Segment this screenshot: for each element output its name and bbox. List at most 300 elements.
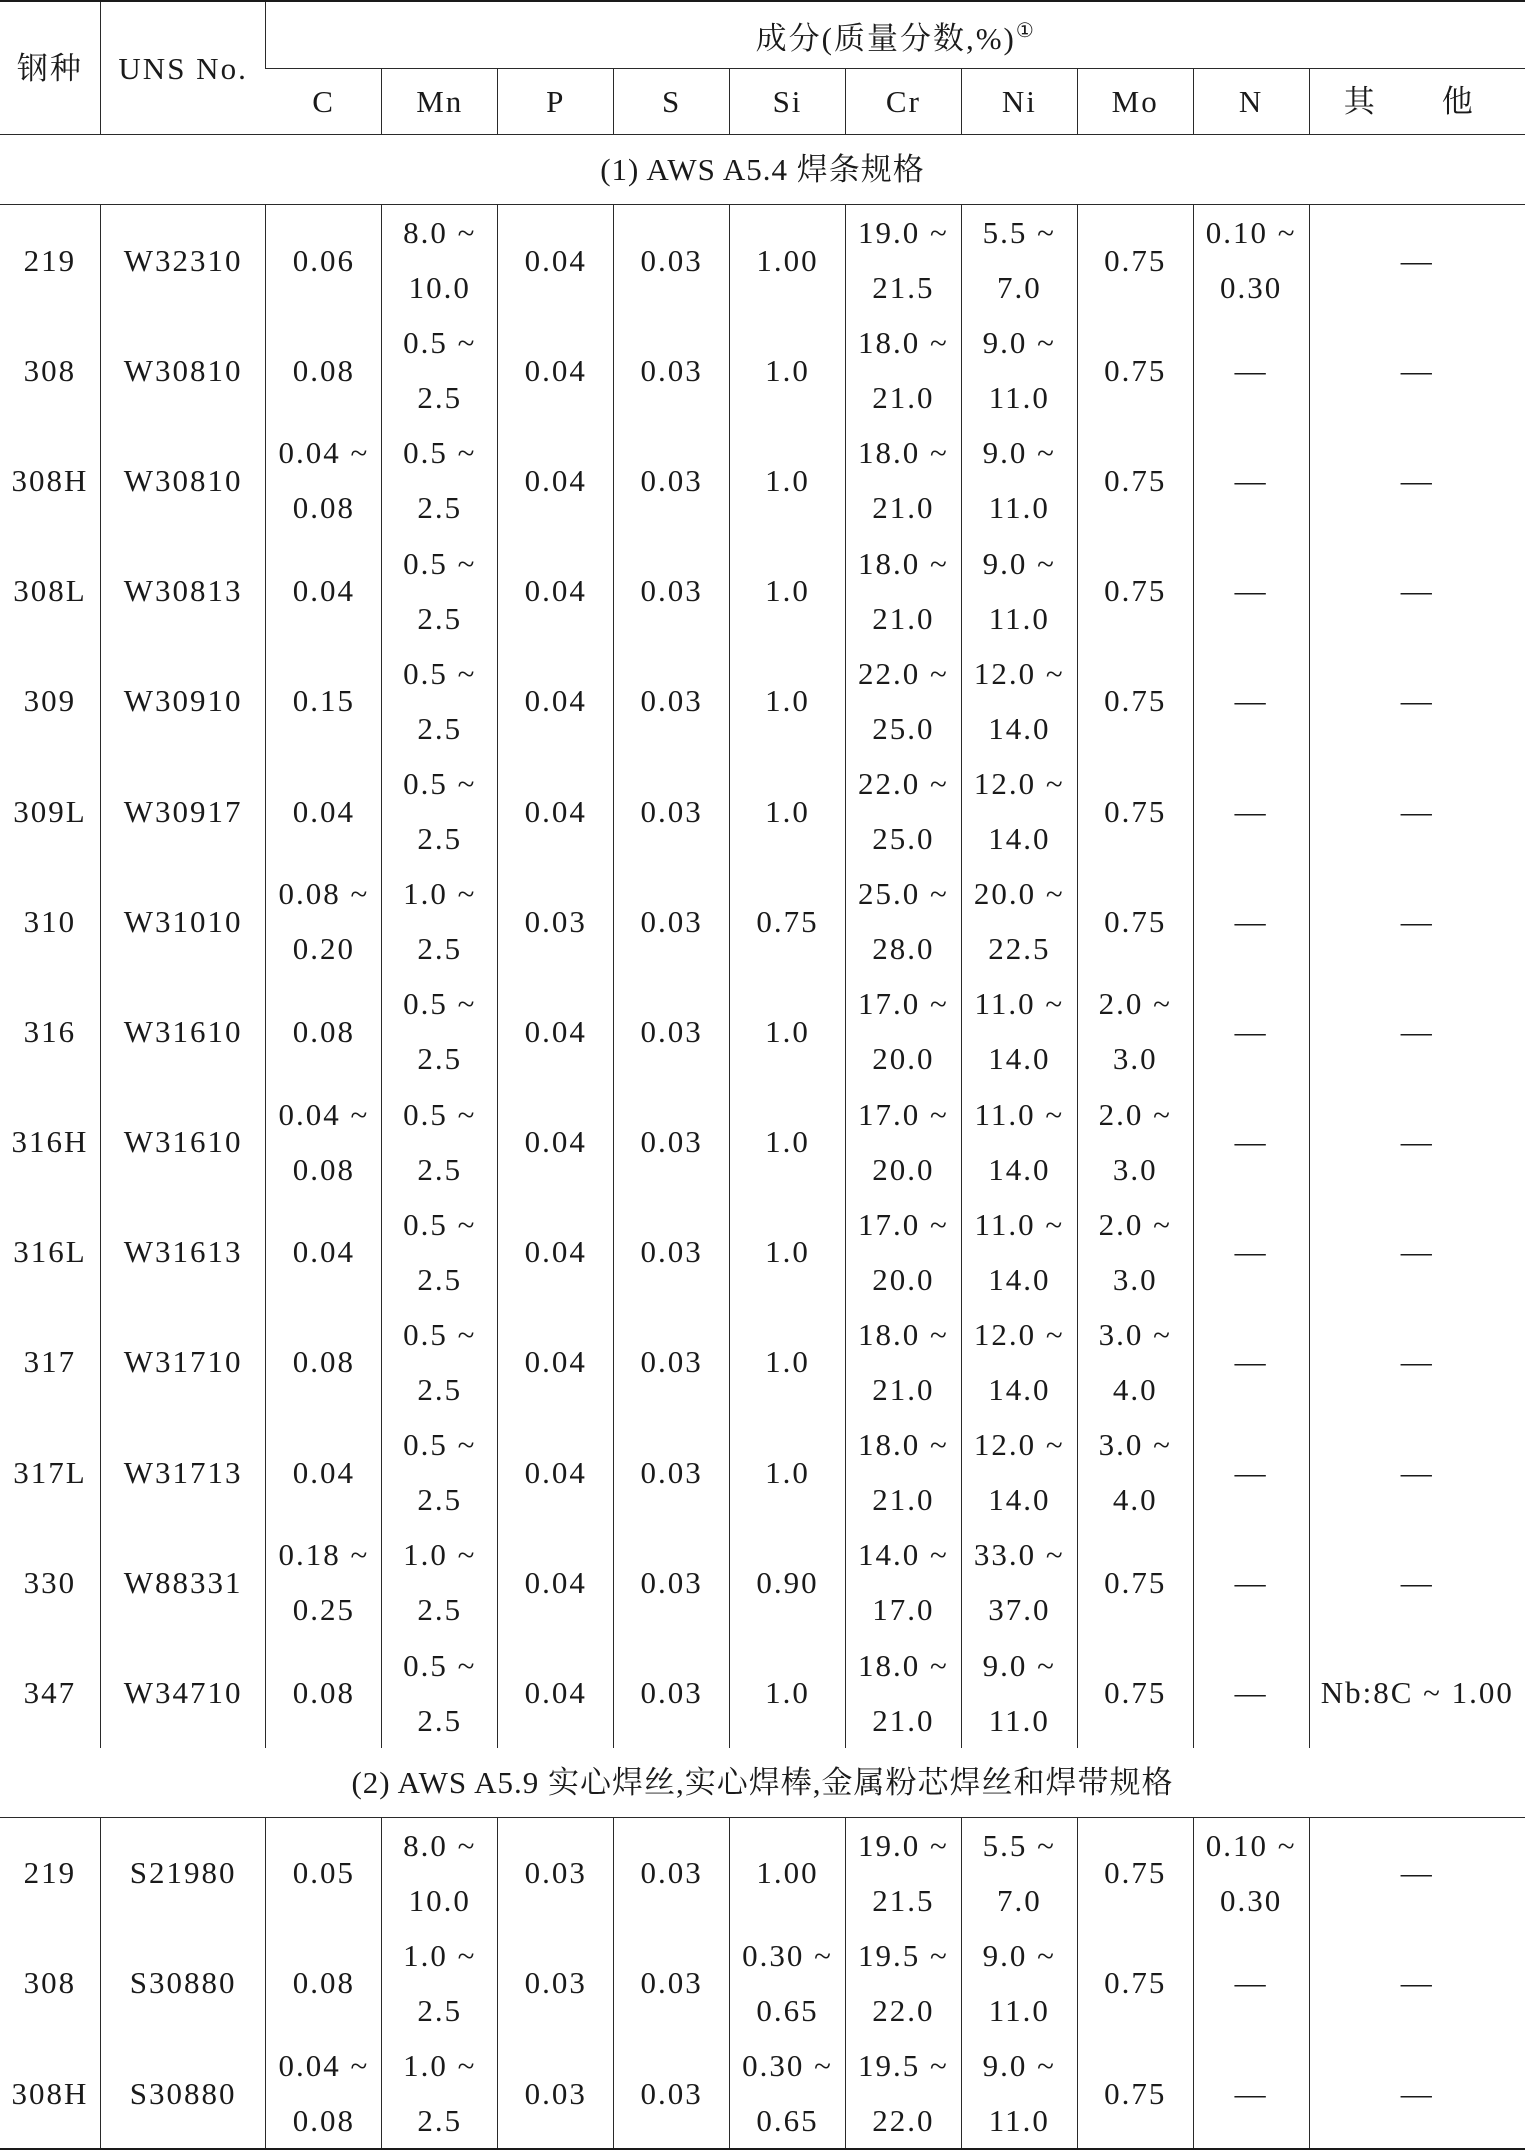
cell-line: 0.5 ~ bbox=[403, 545, 477, 581]
table-cell bbox=[0, 315, 100, 425]
cell-line: 0.06 bbox=[292, 242, 355, 278]
cell-line: 9.0 ~ bbox=[982, 325, 1056, 361]
table-cell bbox=[498, 1817, 614, 1928]
element-header-1: Mn bbox=[382, 69, 498, 135]
table-cell bbox=[845, 315, 961, 425]
table-cell bbox=[0, 205, 100, 316]
table-row bbox=[0, 976, 1525, 1086]
table-cell bbox=[0, 1417, 100, 1527]
cell-line: — bbox=[1400, 683, 1434, 719]
table-cell bbox=[382, 1928, 498, 2038]
table-cell bbox=[1077, 1637, 1193, 1747]
table-cell bbox=[100, 315, 266, 425]
cell-line: 1.0 ~ bbox=[403, 1937, 477, 1973]
cell-line: 0.18 ~ bbox=[278, 1537, 370, 1573]
cell-line: 11.0 bbox=[988, 490, 1050, 526]
cell-line: — bbox=[1400, 903, 1434, 939]
table-cell bbox=[730, 1637, 846, 1747]
table-cell bbox=[100, 646, 266, 756]
table-cell bbox=[1309, 1817, 1525, 1928]
table-cell bbox=[266, 1087, 382, 1197]
cell-line: 0.03 bbox=[640, 1344, 703, 1380]
cell-line: 0.03 bbox=[640, 1965, 703, 2001]
table-cell bbox=[1193, 536, 1309, 646]
cell-line: 7.0 bbox=[996, 1882, 1042, 1918]
table-row bbox=[0, 1197, 1525, 1307]
table-cell bbox=[614, 425, 730, 535]
cell-line: 1.0 ~ bbox=[403, 1537, 477, 1573]
table-cell bbox=[730, 1928, 846, 2038]
cell-line: 0.04 bbox=[292, 573, 355, 609]
cell-line: W31610 bbox=[123, 1124, 243, 1160]
table-cell bbox=[382, 976, 498, 1086]
table-cell bbox=[961, 315, 1077, 425]
cell-line: 0.03 bbox=[524, 1855, 587, 1891]
table-cell bbox=[382, 205, 498, 316]
table-cell bbox=[1077, 205, 1193, 316]
cell-line: 0.5 ~ bbox=[403, 1206, 477, 1242]
cell-line: W30813 bbox=[123, 573, 243, 609]
cell-line: 0.5 ~ bbox=[403, 1647, 477, 1683]
section-title-row bbox=[0, 1748, 1525, 1818]
table-cell bbox=[100, 205, 266, 316]
cell-line: 316 bbox=[23, 1013, 77, 1049]
cell-line: 0.08 bbox=[292, 1344, 355, 1380]
table-cell bbox=[100, 1307, 266, 1417]
cell-line: 8.0 ~ bbox=[403, 1827, 477, 1863]
table-cell bbox=[0, 1928, 100, 2038]
cell-line: 0.75 bbox=[1104, 793, 1167, 829]
table-cell bbox=[1077, 976, 1193, 1086]
cell-line: 18.0 ~ bbox=[858, 1647, 949, 1683]
section-title: (1) AWS A5.4 焊条规格 bbox=[0, 135, 1525, 205]
cell-line: 20.0 bbox=[872, 1151, 935, 1187]
cell-line: 2.5 bbox=[417, 821, 463, 857]
cell-line: 2.5 bbox=[417, 710, 463, 746]
cell-line: 1.0 bbox=[765, 1454, 810, 1490]
cell-line: 0.5 ~ bbox=[403, 1427, 477, 1463]
cell-line: 21.0 bbox=[872, 1702, 935, 1738]
table-cell bbox=[1077, 866, 1193, 976]
cell-line: 14.0 bbox=[988, 1151, 1051, 1187]
cell-line: 0.03 bbox=[640, 1675, 703, 1711]
cell-line: 2.5 bbox=[417, 1151, 463, 1187]
table-cell bbox=[1309, 205, 1525, 316]
cell-line: — bbox=[1400, 2075, 1434, 2111]
cell-line: 0.75 bbox=[1104, 242, 1167, 278]
cell-line: 0.30 ~ bbox=[742, 2048, 833, 2084]
table-cell bbox=[1193, 1527, 1309, 1637]
cell-line: 21.0 bbox=[872, 1371, 935, 1407]
table-cell bbox=[1309, 1417, 1525, 1527]
table-cell bbox=[1077, 536, 1193, 646]
table-cell bbox=[1077, 1817, 1193, 1928]
cell-line: 0.03 bbox=[640, 2075, 703, 2111]
cell-line: 3.0 ~ bbox=[1098, 1427, 1172, 1463]
table-cell bbox=[498, 425, 614, 535]
cell-line: 14.0 bbox=[988, 1482, 1051, 1518]
cell-line: 2.5 bbox=[417, 490, 463, 526]
cell-line: 2.5 bbox=[417, 1482, 463, 1518]
cell-line: 0.15 bbox=[292, 683, 355, 719]
cell-line: 5.5 ~ bbox=[982, 215, 1056, 251]
cell-line: — bbox=[1234, 1124, 1268, 1160]
table-cell bbox=[1193, 315, 1309, 425]
cell-line: 0.04 bbox=[524, 462, 587, 498]
cell-line: 3.0 bbox=[1112, 1261, 1158, 1297]
cell-line: 0.04 bbox=[524, 793, 587, 829]
cell-line: 219 bbox=[23, 1855, 77, 1891]
cell-line: 14.0 bbox=[988, 821, 1051, 857]
table-cell bbox=[1309, 1928, 1525, 2038]
table-cell bbox=[1193, 756, 1309, 866]
cell-line: 0.04 ~ bbox=[278, 435, 370, 471]
table-cell bbox=[961, 2038, 1077, 2149]
table-cell bbox=[845, 866, 961, 976]
table-cell bbox=[1309, 1527, 1525, 1637]
table-cell bbox=[0, 1637, 100, 1747]
table-row bbox=[0, 646, 1525, 756]
cell-line: 4.0 bbox=[1112, 1371, 1158, 1407]
cell-line: 18.0 ~ bbox=[858, 1316, 949, 1352]
table-cell bbox=[100, 1817, 266, 1928]
table-cell bbox=[0, 756, 100, 866]
table-cell bbox=[1309, 2038, 1525, 2149]
cell-line: 1.0 bbox=[765, 1675, 810, 1711]
cell-line: 1.00 bbox=[756, 242, 819, 278]
cell-line: 0.10 ~ bbox=[1205, 1827, 1297, 1863]
table-cell bbox=[266, 315, 382, 425]
table-cell bbox=[0, 2038, 100, 2149]
table-cell bbox=[498, 1928, 614, 2038]
table-cell bbox=[100, 2038, 266, 2149]
table-cell bbox=[1193, 1928, 1309, 2038]
table-cell bbox=[961, 1928, 1077, 2038]
cell-line: 21.5 bbox=[872, 1882, 935, 1918]
cell-line: 14.0 bbox=[988, 1371, 1051, 1407]
cell-line: 219 bbox=[23, 242, 77, 278]
table-cell bbox=[498, 1307, 614, 1417]
table-cell bbox=[100, 1637, 266, 1747]
cell-line: 21.5 bbox=[872, 270, 935, 306]
cell-line: 0.08 bbox=[292, 352, 355, 388]
cell-line: 0.03 bbox=[640, 793, 703, 829]
table-cell bbox=[382, 1307, 498, 1417]
cell-line: 0.04 bbox=[524, 1234, 587, 1270]
cell-line: 0.03 bbox=[524, 1965, 587, 2001]
cell-line: — bbox=[1234, 1675, 1268, 1711]
cell-line: 0.03 bbox=[640, 1454, 703, 1490]
cell-line: 0.03 bbox=[640, 683, 703, 719]
table-cell bbox=[614, 976, 730, 1086]
table-cell bbox=[1077, 1527, 1193, 1637]
cell-line: 2.5 bbox=[417, 600, 463, 636]
table-cell bbox=[1077, 1087, 1193, 1197]
cell-line: 0.03 bbox=[640, 1855, 703, 1891]
cell-line: — bbox=[1400, 573, 1434, 609]
cell-line: W31610 bbox=[123, 1013, 243, 1049]
cell-line: 0.65 bbox=[756, 2103, 819, 2139]
composition-header-label: 成分(质量分数,%) bbox=[755, 21, 1016, 56]
table-row bbox=[0, 425, 1525, 535]
cell-line: 0.75 bbox=[1104, 903, 1167, 939]
cell-line: 3.0 bbox=[1112, 1041, 1158, 1077]
cell-line: 9.0 ~ bbox=[982, 1937, 1056, 1973]
cell-line: 0.75 bbox=[1104, 1855, 1167, 1891]
cell-line: — bbox=[1234, 462, 1268, 498]
table-cell bbox=[961, 756, 1077, 866]
table-cell bbox=[100, 1417, 266, 1527]
cell-line: — bbox=[1400, 242, 1434, 278]
cell-line: 25.0 bbox=[872, 821, 935, 857]
cell-line: 0.10 ~ bbox=[1205, 215, 1297, 251]
table-cell bbox=[0, 1197, 100, 1307]
table-cell bbox=[614, 2038, 730, 2149]
table-cell bbox=[845, 536, 961, 646]
table-cell bbox=[845, 1928, 961, 2038]
cell-line: 0.04 bbox=[524, 242, 587, 278]
cell-line: W34710 bbox=[123, 1675, 243, 1711]
cell-line: 0.08 ~ bbox=[278, 876, 370, 912]
table-cell bbox=[614, 315, 730, 425]
table-row bbox=[0, 1527, 1525, 1637]
cell-line: 21.0 bbox=[872, 490, 935, 526]
cell-line: 2.0 ~ bbox=[1098, 986, 1172, 1022]
cell-line: 0.03 bbox=[640, 1564, 703, 1600]
cell-line: 22.0 ~ bbox=[858, 655, 949, 691]
table-cell bbox=[614, 1527, 730, 1637]
cell-line: — bbox=[1400, 1564, 1434, 1600]
table-row bbox=[0, 1087, 1525, 1197]
table-row bbox=[0, 1817, 1525, 1928]
cell-line: 12.0 ~ bbox=[973, 1427, 1065, 1463]
table-cell bbox=[730, 1817, 846, 1928]
cell-line: 18.0 ~ bbox=[858, 325, 949, 361]
cell-line: 308H bbox=[11, 2075, 89, 2111]
table-cell bbox=[845, 425, 961, 535]
table-cell bbox=[730, 205, 846, 316]
cell-line: 20.0 bbox=[872, 1041, 935, 1077]
table-cell bbox=[845, 205, 961, 316]
cell-line: 2.5 bbox=[417, 931, 463, 967]
cell-line: 308H bbox=[11, 462, 89, 498]
element-header-9: 其 他 bbox=[1309, 69, 1525, 135]
table-cell bbox=[382, 1527, 498, 1637]
table-cell bbox=[845, 976, 961, 1086]
cell-line: 0.03 bbox=[640, 1124, 703, 1160]
cell-line: 22.0 bbox=[872, 2103, 935, 2139]
cell-line: — bbox=[1400, 1965, 1434, 2001]
section-title-row bbox=[0, 135, 1525, 205]
table-cell bbox=[1309, 646, 1525, 756]
table-cell bbox=[614, 646, 730, 756]
cell-line: 1.00 bbox=[756, 1855, 819, 1891]
cell-line: 17.0 ~ bbox=[858, 986, 949, 1022]
table-cell bbox=[382, 536, 498, 646]
table-cell bbox=[100, 1197, 266, 1307]
cell-line: 14.0 ~ bbox=[858, 1537, 949, 1573]
cell-line: 316H bbox=[11, 1124, 89, 1160]
footnote-marker: ① bbox=[1015, 20, 1036, 42]
cell-line: — bbox=[1400, 1234, 1434, 1270]
cell-line: 0.5 ~ bbox=[403, 766, 477, 802]
table-cell bbox=[845, 1817, 961, 1928]
table-cell bbox=[961, 205, 1077, 316]
cell-line: 0.03 bbox=[640, 573, 703, 609]
element-header-3: S bbox=[614, 69, 730, 135]
cell-line: 309 bbox=[23, 683, 77, 719]
cell-line: 0.04 ~ bbox=[278, 2048, 370, 2084]
cell-line: 20.0 ~ bbox=[973, 876, 1065, 912]
cell-line: 28.0 bbox=[872, 931, 935, 967]
cell-line: — bbox=[1400, 462, 1434, 498]
table-cell bbox=[266, 1197, 382, 1307]
cell-line: 8.0 ~ bbox=[403, 215, 477, 251]
cell-line: — bbox=[1400, 352, 1434, 388]
cell-line: 9.0 ~ bbox=[982, 2048, 1056, 2084]
table-cell bbox=[266, 866, 382, 976]
table-cell bbox=[1077, 646, 1193, 756]
cell-line: — bbox=[1400, 793, 1434, 829]
table-cell bbox=[730, 1087, 846, 1197]
table-cell bbox=[730, 536, 846, 646]
table-cell bbox=[614, 1307, 730, 1417]
cell-line: 0.03 bbox=[640, 242, 703, 278]
table-cell bbox=[614, 756, 730, 866]
cell-line: 0.03 bbox=[640, 903, 703, 939]
cell-line: 1.0 bbox=[765, 1344, 810, 1380]
table-row bbox=[0, 1637, 1525, 1747]
table-cell bbox=[1193, 1197, 1309, 1307]
cell-line: 0.03 bbox=[640, 462, 703, 498]
cell-line: 0.30 ~ bbox=[742, 1937, 833, 1973]
cell-line: 3.0 bbox=[1112, 1151, 1158, 1187]
cell-line: 3.0 ~ bbox=[1098, 1316, 1172, 1352]
cell-line: 0.08 bbox=[292, 490, 355, 526]
table-cell bbox=[730, 866, 846, 976]
cell-line: — bbox=[1400, 1013, 1434, 1049]
cell-line: 0.08 bbox=[292, 2103, 355, 2139]
table-cell bbox=[961, 1637, 1077, 1747]
cell-line: 308 bbox=[23, 1965, 77, 2001]
cell-line: 17.0 ~ bbox=[858, 1206, 949, 1242]
cell-line: 2.5 bbox=[417, 1371, 463, 1407]
cell-line: 20.0 bbox=[872, 1261, 935, 1297]
cell-line: W31010 bbox=[123, 903, 243, 939]
cell-line: — bbox=[1234, 352, 1268, 388]
table-cell bbox=[382, 1417, 498, 1527]
cell-line: 0.75 bbox=[1104, 1564, 1167, 1600]
table-cell bbox=[100, 976, 266, 1086]
table-cell bbox=[100, 866, 266, 976]
table-cell bbox=[498, 1197, 614, 1307]
element-header-2: P bbox=[498, 69, 614, 135]
table-cell bbox=[498, 756, 614, 866]
table-cell bbox=[1193, 1637, 1309, 1747]
table-cell bbox=[266, 205, 382, 316]
cell-line: Nb:8C ~ 1.00 bbox=[1320, 1675, 1514, 1711]
cell-line: 0.90 bbox=[756, 1564, 819, 1600]
table-cell bbox=[498, 315, 614, 425]
table-cell bbox=[266, 976, 382, 1086]
cell-line: 1.0 bbox=[765, 1234, 810, 1270]
cell-line: 1.0 bbox=[765, 352, 810, 388]
cell-line: 1.0 bbox=[765, 683, 810, 719]
cell-line: — bbox=[1400, 1344, 1434, 1380]
cell-line: 1.0 ~ bbox=[403, 2048, 477, 2084]
table-cell bbox=[1309, 1197, 1525, 1307]
cell-line: 2.0 ~ bbox=[1098, 1206, 1172, 1242]
table-cell bbox=[730, 2038, 846, 2149]
table-cell bbox=[382, 1197, 498, 1307]
table-row bbox=[0, 1928, 1525, 2038]
section-1 bbox=[0, 135, 1525, 1748]
table-cell bbox=[0, 1817, 100, 1928]
table-row bbox=[0, 2038, 1525, 2149]
table-cell bbox=[0, 976, 100, 1086]
cell-line: 10.0 bbox=[408, 270, 471, 306]
cell-line: 1.0 ~ bbox=[403, 876, 477, 912]
table-cell bbox=[614, 1197, 730, 1307]
cell-line: 0.75 bbox=[1104, 1965, 1167, 2001]
cell-line: 2.0 ~ bbox=[1098, 1096, 1172, 1132]
cell-line: 0.05 bbox=[292, 1855, 355, 1891]
table-cell bbox=[961, 1307, 1077, 1417]
table-cell bbox=[498, 1637, 614, 1747]
table-cell bbox=[1193, 2038, 1309, 2149]
table-cell bbox=[1193, 1417, 1309, 1527]
cell-line: — bbox=[1234, 1965, 1268, 2001]
table-cell bbox=[266, 1307, 382, 1417]
cell-line: 0.04 bbox=[524, 1675, 587, 1711]
cell-line: 17.0 ~ bbox=[858, 1096, 949, 1132]
table-cell bbox=[1077, 756, 1193, 866]
table-cell bbox=[100, 1527, 266, 1637]
cell-line: 310 bbox=[23, 903, 77, 939]
cell-line: 0.5 ~ bbox=[403, 1096, 477, 1132]
cell-line: W30810 bbox=[123, 462, 243, 498]
cell-line: W31713 bbox=[123, 1454, 243, 1490]
cell-line: — bbox=[1400, 1124, 1434, 1160]
cell-line: 11.0 bbox=[988, 380, 1050, 416]
table-cell bbox=[498, 2038, 614, 2149]
table-cell bbox=[498, 1087, 614, 1197]
table-cell bbox=[961, 536, 1077, 646]
cell-line: 21.0 bbox=[872, 600, 935, 636]
composition-header bbox=[266, 1, 1525, 69]
cell-line: 0.04 bbox=[524, 1344, 587, 1380]
cell-line: 2.5 bbox=[417, 1041, 463, 1077]
table-cell bbox=[1077, 1197, 1193, 1307]
table-cell bbox=[845, 1527, 961, 1637]
cell-line: 0.75 bbox=[1104, 352, 1167, 388]
cell-line: 11.0 bbox=[988, 600, 1050, 636]
table-cell bbox=[961, 1817, 1077, 1928]
cell-line: 0.5 ~ bbox=[403, 325, 477, 361]
table-cell bbox=[1193, 646, 1309, 756]
table-cell bbox=[845, 1307, 961, 1417]
table-cell bbox=[100, 425, 266, 535]
table-cell bbox=[1077, 1307, 1193, 1417]
cell-line: 37.0 bbox=[988, 1592, 1051, 1628]
cell-line: 11.0 bbox=[988, 1992, 1050, 2028]
table-row bbox=[0, 205, 1525, 316]
table-cell bbox=[1077, 1928, 1193, 2038]
cell-line: 0.30 bbox=[1220, 1882, 1283, 1918]
cell-line: 0.03 bbox=[640, 1013, 703, 1049]
table-cell bbox=[0, 1527, 100, 1637]
cell-line: S21980 bbox=[129, 1855, 237, 1891]
